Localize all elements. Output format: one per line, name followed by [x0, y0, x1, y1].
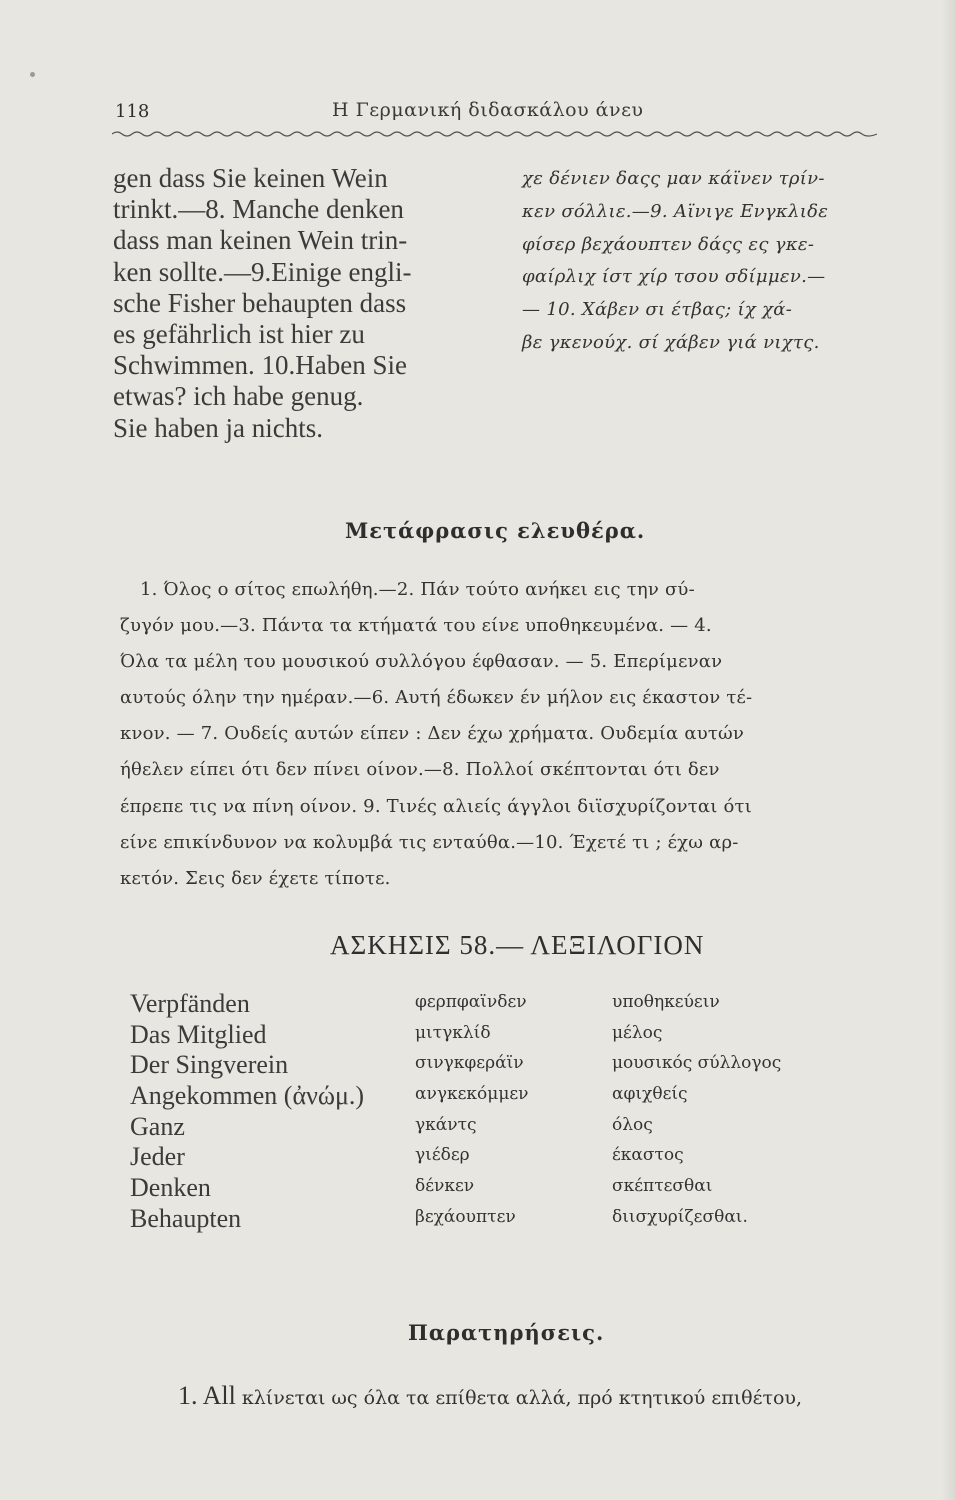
vocab-row: [130, 989, 890, 1020]
vocab-german: Behaupten: [130, 1203, 242, 1233]
exercise-title: ΑΣΚΗΣΙΣ 58.— ΛΕΞΙΛΟΓΙΟΝ: [330, 930, 705, 960]
vocab-german: Angekommen (ἀνώμ.): [130, 1081, 365, 1111]
vocab-row: [130, 1204, 890, 1235]
vocab-german: Verpfänden: [130, 989, 250, 1018]
vocabulary-table: [130, 989, 890, 1235]
vocab-row: [130, 1173, 890, 1204]
pronunciation-line: φαίρλιχ ίστ χίρ τσου σδίμμεν.—: [522, 266, 826, 288]
translation-line: Όλα τα μέλη του μουσικού συλλόγου έφθασαν. — 5. Επερίμεναν: [120, 651, 723, 673]
pronunciation-line: χε δένιεν δαςς μαν κάϊνεν τρίν-: [522, 168, 825, 189]
note-paragraph: [178, 1381, 802, 1411]
german-line: Schwimmen. 10.Haben Sie: [113, 350, 407, 381]
translation-line: ήθελεν είπει ότι δεν πίνει οίνον.—8. Πολλοί σκέπτονται ότι δεν: [120, 759, 720, 781]
vocab-row: [130, 1020, 890, 1051]
vocab-pronunciation: δένκεν: [415, 1176, 475, 1197]
translation-line: 1. Όλος ο σίτος επωλήθη.—2. Πάν τούτο ανήκει εις την σύ-: [140, 579, 695, 600]
translation-line: έπρεπε τις να πίνη οίνον. 9. Τινές αλιείς άγγλοι διϊσχυρίζονται ότι: [120, 795, 752, 817]
german-line: gen dass Sie keinen Wein: [113, 163, 388, 193]
vocab-row: [130, 1112, 890, 1143]
vocab-german: Das Mitglied: [130, 1019, 267, 1049]
german-line: es gefährlich ist hier zu: [113, 319, 365, 350]
vocab-greek: υποθηκεύειν: [612, 992, 720, 1012]
vocab-row: [130, 1142, 890, 1173]
german-line: ken sollte.—9.Einige engli-: [113, 256, 412, 287]
vocab-greek: μέλος: [612, 1022, 663, 1043]
pronunciation-line: κεν σόλλιε.—9. Αϊνιγε Ενγκλιδε: [522, 200, 829, 222]
german-line: etwas? ich habe genug.: [113, 381, 364, 412]
header-rule: [112, 128, 877, 140]
note-text: κλίνεται ως όλα τα επίθετα αλλά, πρό κτητικού επιθέτου,: [241, 1387, 802, 1409]
pronunciation-column: [522, 163, 828, 360]
translation-paragraph: [120, 572, 753, 897]
section-heading: Μετάφρασις ελευθέρα.: [345, 518, 646, 543]
vocab-greek: όλος: [612, 1114, 653, 1135]
vocab-pronunciation: γκάντς: [415, 1114, 477, 1135]
vocab-greek: μουσικός σύλλογος: [612, 1053, 782, 1074]
translation-line: ζυγόν μου.—3. Πάντα τα κτήματά του είνε υποθηκευμένα. — 4.: [120, 615, 712, 637]
pronunciation-line: φίσερ βεχάουπτεν δάςς ες γκε-: [522, 233, 815, 255]
german-line: Sie haben ja nichts.: [113, 412, 323, 443]
vocab-greek: διισχυρίζεσθαι.: [612, 1206, 748, 1227]
vocab-pronunciation: ανγκεκόμμεν: [415, 1084, 529, 1105]
german-text-column: [113, 163, 411, 444]
vocab-row: [130, 1050, 890, 1081]
german-line: trinkt.—8. Manche denken: [113, 194, 404, 225]
translation-line: κετόν. Σεις δεν έχετε τίποτε.: [120, 867, 391, 889]
vocab-german: Jeder: [130, 1142, 185, 1172]
german-line: sche Fisher behaupten dass: [113, 287, 407, 318]
vocab-german: Denken: [130, 1173, 211, 1203]
running-head: Η Γερμανική διδασκάλου άνευ: [332, 99, 644, 121]
translation-line: αυτούς όλην την ημέραν.—6. Αυτή έδωκεν έν μήλον εις έκαστον τέ-: [120, 687, 753, 709]
vocab-german: Der Singverein: [130, 1050, 289, 1080]
translation-line: είνε επικίνδυνον να κολυμβά τις ενταύθα.—10. Έχετέ τι ; έχω αρ-: [120, 831, 739, 853]
vocab-german: Ganz: [130, 1111, 185, 1141]
vocab-pronunciation: σινγκφεράϊν: [415, 1053, 524, 1074]
vocab-pronunciation: μιτγκλίδ: [415, 1022, 491, 1043]
vocab-row: [130, 1081, 890, 1112]
vocab-pronunciation: φερπφαϊνδεν: [415, 992, 527, 1012]
scan-speck: [30, 72, 35, 77]
notes-heading: Παρατηρήσεις.: [408, 1320, 605, 1345]
vocab-greek: αφιχθείς: [612, 1084, 688, 1105]
scan-edge-shadow: [941, 0, 955, 1500]
pronunciation-line: — 10. Χάβεν σι έτβας; ίχ χά-: [522, 299, 793, 321]
translation-line: κνον. — 7. Ουδείς αυτών είπεν : Δεν έχω χρήματα. Ουδεμία αυτών: [120, 723, 745, 745]
page-number: 118: [115, 101, 150, 122]
vocab-pronunciation: γιέδερ: [415, 1145, 470, 1166]
vocab-pronunciation: βεχάουπτεν: [415, 1206, 516, 1227]
german-line: dass man keinen Wein trin-: [113, 225, 408, 256]
vocab-greek: έκαστος: [612, 1145, 684, 1166]
vocab-greek: σκέπτεσθαι: [612, 1176, 713, 1197]
pronunciation-line: βε γκενούχ. σί χάβεν γιά νιχτς.: [522, 331, 820, 353]
note-lead: 1. All: [178, 1381, 236, 1410]
